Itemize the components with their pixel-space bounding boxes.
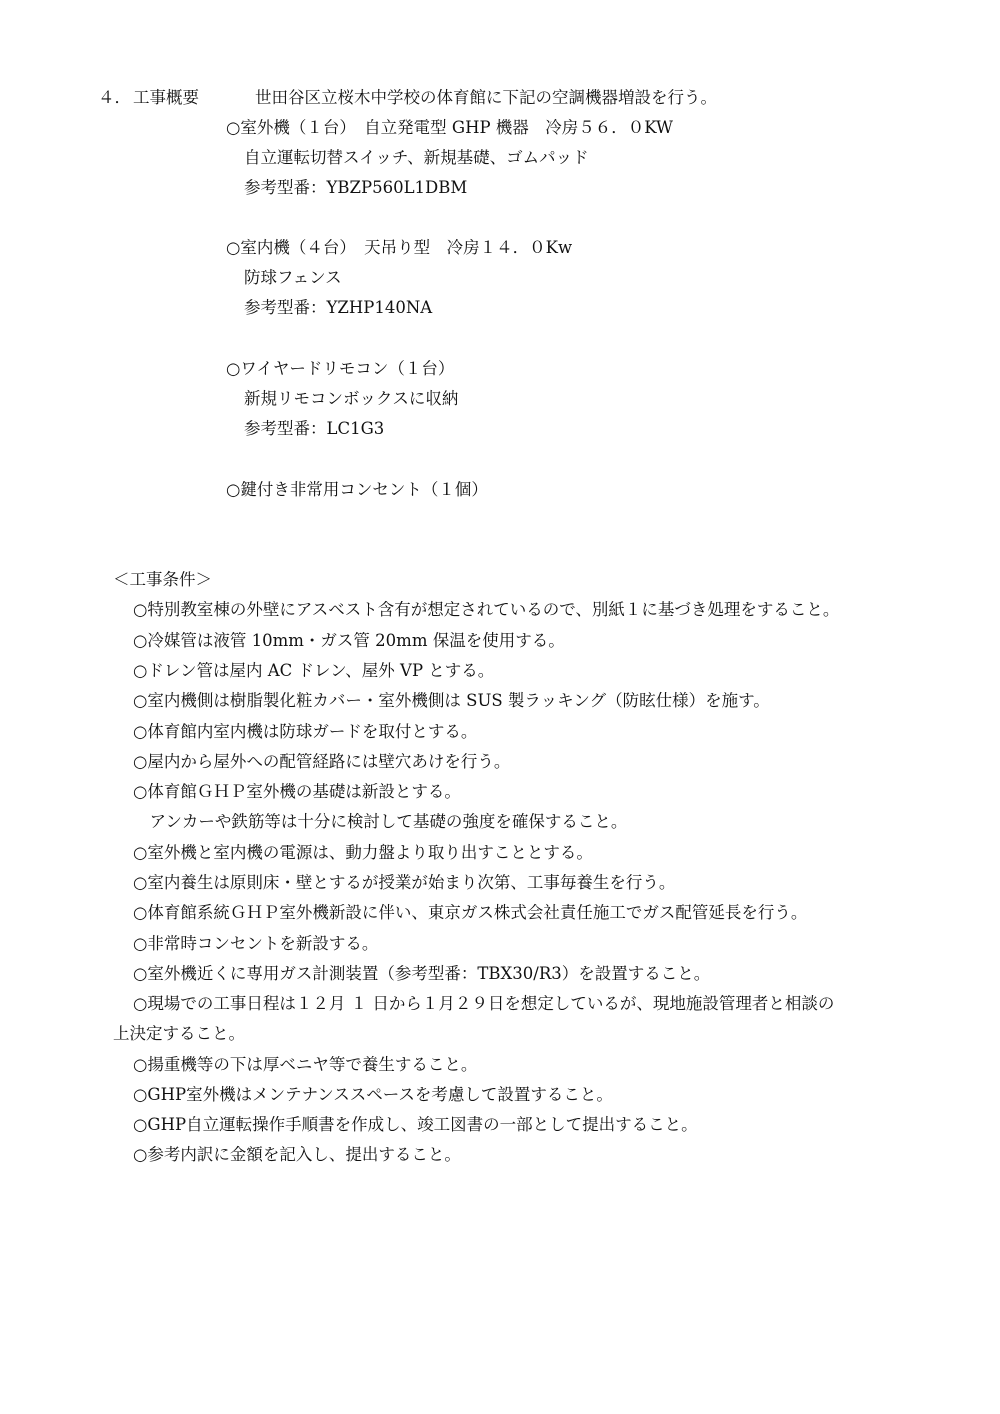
condition-item: ○ドレン管は屋内 AC ドレン、屋外 VP とする。 [133, 661, 495, 680]
section-description: 世田谷区立桜木中学校の体育館に下記の空調機器増設を行う。 [255, 88, 717, 107]
outdoor-unit-detail: 自立運転切替スイッチ、新規基礎、ゴムパッド [244, 148, 589, 167]
outdoor-unit-model: 参考型番：YBZP560L1DBM [244, 178, 468, 197]
outlet-title: ○鍵付き非常用コンセント（１個） [226, 480, 488, 499]
condition-item: ○特別教室棟の外壁にアスベスト含有が想定されているので、別紙１に基づき処理をすること。 [133, 600, 840, 619]
condition-item: ○揚重機等の下は厚ベニヤ等で養生すること。 [133, 1055, 478, 1074]
condition-item: ○GHP自立運転操作手順書を作成し、竣工図書の一部として提出すること。 [133, 1115, 698, 1134]
conditions-heading: ＜工事条件＞ [113, 570, 212, 589]
condition-item: ○室外機近くに専用ガス計測装置（参考型番：TBX30/R3）を設置すること。 [133, 964, 711, 983]
condition-item: ○体育館ＧＨＰ室外機の基礎は新設とする。 [133, 782, 461, 801]
condition-item: ○冷媒管は液管 10mm・ガス管 20mm 保温を使用する。 [133, 631, 565, 650]
condition-item: ○参考内訳に金額を記入し、提出すること。 [133, 1145, 461, 1164]
condition-item: アンカーや鉄筋等は十分に検討して基礎の強度を確保すること。 [133, 812, 628, 831]
indoor-unit-detail: 防球フェンス [244, 268, 342, 287]
condition-item: ○屋内から屋外への配管経路には壁穴あけを行う。 [133, 752, 511, 771]
section-number: ４． [98, 88, 131, 107]
condition-item: ○体育館系統ＧＨＰ室外機新設に伴い、東京ガス株式会社責任施工でガス配管延長を行う。 [133, 903, 808, 922]
remote-title: ○ワイヤードリモコン（１台） [226, 359, 455, 378]
section-label: 工事概要 [133, 88, 199, 107]
indoor-unit-model: 参考型番：YZHP140NA [244, 298, 433, 317]
condition-item: ○室内養生は原則床・壁とするが授業が始まり次第、工事毎養生を行う。 [133, 873, 676, 892]
condition-item: 上決定すること。 [113, 1024, 245, 1043]
remote-detail: 新規リモコンボックスに収納 [244, 389, 459, 408]
condition-item: ○体育館内室内機は防球ガードを取付とする。 [133, 722, 478, 741]
condition-item: ○GHP室外機はメンテナンススペースを考慮して設置すること。 [133, 1085, 613, 1104]
condition-item: ○室外機と室内機の電源は、動力盤より取り出すこととする。 [133, 843, 593, 862]
condition-item: ○現場での工事日程は１２月 １ 日から１月２９日を想定しているが、現地施設管理者と相談の [133, 994, 835, 1013]
outdoor-unit-title: ○室外機（１台） 自立発電型 GHP 機器 冷房５６．０KW [226, 118, 674, 137]
remote-model: 参考型番：LC1G3 [244, 419, 385, 438]
indoor-unit-title: ○室内機（４台） 天吊り型 冷房１４．０Kw [226, 238, 573, 257]
condition-item: ○室内機側は樹脂製化粧カバー・室外機側は SUS 製ラッキング（防眩仕様）を施す。 [133, 691, 770, 710]
condition-item: ○非常時コンセントを新設する。 [133, 934, 379, 953]
